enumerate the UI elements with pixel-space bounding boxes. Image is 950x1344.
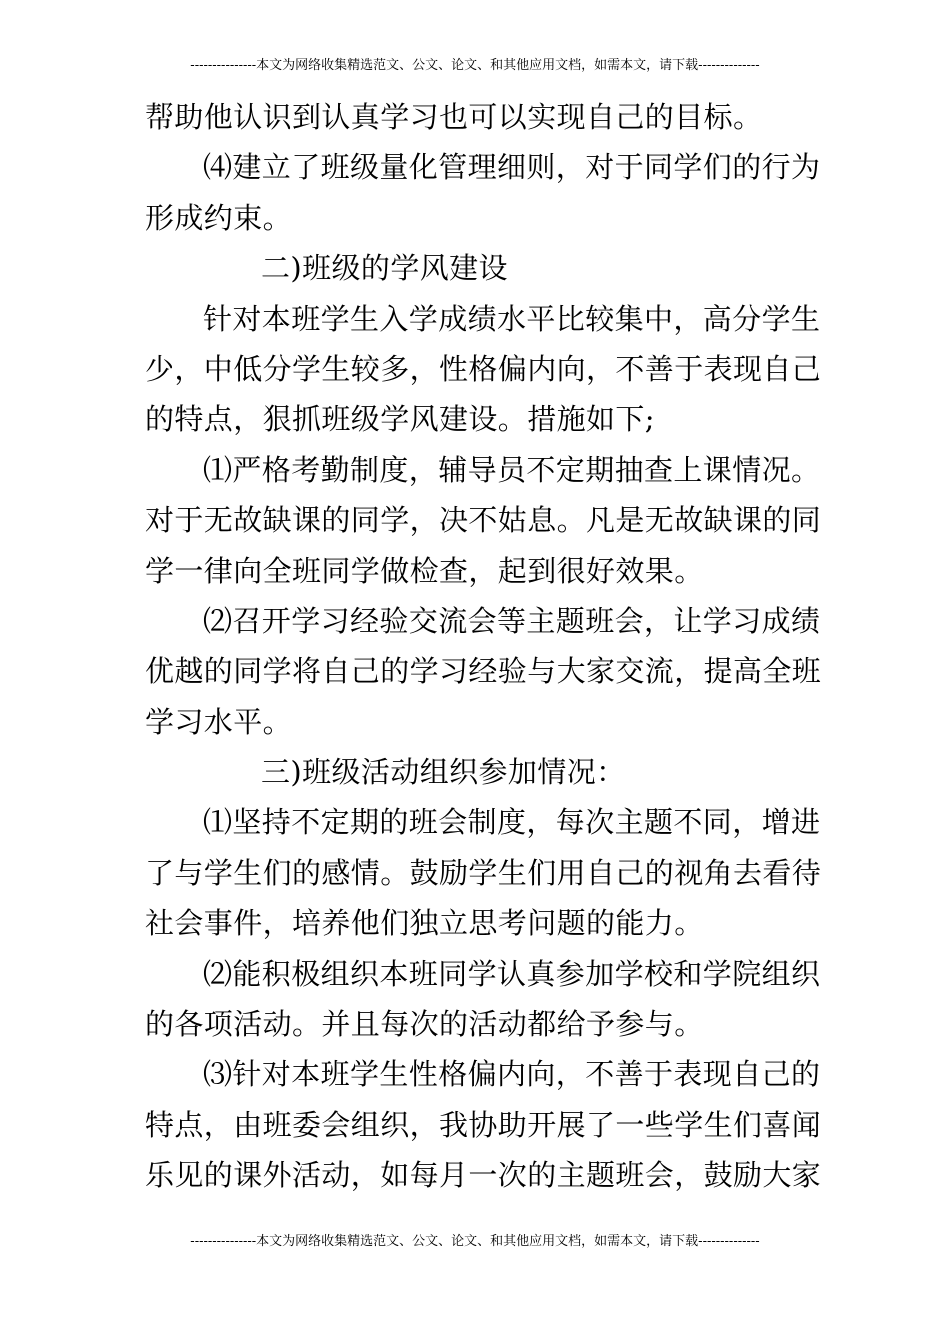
text-line: 特点，由班委会组织，我协助开展了一些学生们喜闻 bbox=[145, 1107, 822, 1142]
text-line: 对于无故缺课的同学，决不姑息。凡是无故缺课的同 bbox=[145, 503, 822, 538]
text-line: ⑷建立了班级量化管理细则，对于同学们的行为 bbox=[203, 150, 821, 185]
section-heading: 三)班级活动组织参加情况： bbox=[261, 755, 626, 790]
text-line: 乐见的课外活动，如每月一次的主题班会，鼓励大家 bbox=[145, 1158, 822, 1193]
text-line: 针对本班学生入学成绩水平比较集中，高分学生 bbox=[203, 301, 821, 336]
document-body bbox=[145, 92, 822, 1201]
text-line: ⑶针对本班学生性格偏内向，不善于表现自己的 bbox=[203, 1057, 821, 1092]
text-line: 优越的同学将自己的学习经验与大家交流，提高全班 bbox=[145, 654, 822, 689]
text-line: 帮助他认识到认真学习也可以实现自己的目标。 bbox=[145, 100, 763, 134]
text-line: ⑵召开学习经验交流会等主题班会，让学习成绩 bbox=[203, 603, 821, 638]
text-line: 少，中低分学生较多，性格偏内向，不善于表现自己 bbox=[145, 351, 822, 386]
text-line: ⑴严格考勤制度，辅导员不定期抽查上课情况。 bbox=[203, 452, 821, 487]
section-heading: 二)班级的学风建设 bbox=[261, 251, 508, 286]
text-line: 社会事件，培养他们独立思考问题的能力。 bbox=[145, 906, 704, 941]
text-line: 了与学生们的感情。鼓励学生们用自己的视角去看待 bbox=[145, 855, 822, 890]
text-line: ⑴坚持不定期的班会制度，每次主题不同，增进 bbox=[203, 805, 821, 840]
page-footer-note: ---------------本文为网络收集精选范文、公文、论文、和其他应用文档，如需本文，请下载-------------- bbox=[190, 1234, 760, 1249]
text-line: 的各项活动。并且每次的活动都给予参与。 bbox=[145, 1007, 704, 1042]
text-line: 学一律向全班同学做检查，起到很好效果。 bbox=[145, 553, 704, 588]
text-line: 形成约束。 bbox=[145, 200, 293, 235]
text-line: 的特点，狠抓班级学风建设。措施如下; bbox=[145, 402, 655, 437]
text-line: 学习水平。 bbox=[145, 704, 293, 739]
page-header-note: ---------------本文为网络收集精选范文、公文、论文、和其他应用文档，如需本文，请下载-------------- bbox=[190, 58, 760, 73]
text-line: ⑵能积极组织本班同学认真参加学校和学院组织 bbox=[203, 956, 821, 991]
